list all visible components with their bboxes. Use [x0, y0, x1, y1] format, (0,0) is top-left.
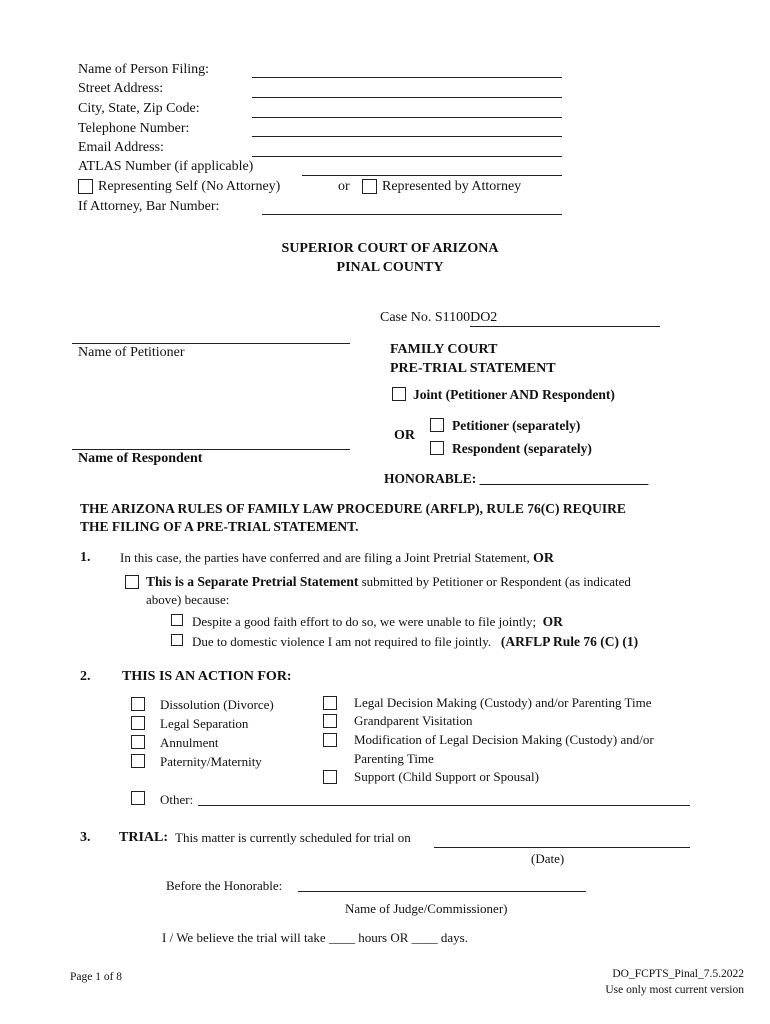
petitioner-sep-checkbox[interactable]: [430, 418, 444, 432]
self-label: Representing Self (No Attorney): [98, 179, 281, 194]
trial-text: This matter is currently scheduled for trial on: [175, 830, 411, 845]
dissolution-checkbox[interactable]: [131, 697, 145, 711]
bar-field[interactable]: [262, 214, 562, 215]
section3-number: 3.: [80, 830, 91, 845]
judge-label: Name of Judge/Commissioner): [345, 901, 508, 916]
section2-number: 2.: [80, 669, 91, 684]
reason2-checkbox[interactable]: [171, 634, 183, 646]
street-field[interactable]: [252, 97, 562, 98]
modification-label: Modification of Legal Decision Making (Custody) and/or: [354, 732, 654, 747]
bar-label: If Attorney, Bar Number:: [78, 199, 220, 214]
reason2-text: Due to domestic violence I am not required to file jointly.: [192, 634, 492, 649]
separate-rest: submitted by Petitioner or Respondent (as indicated: [358, 574, 631, 589]
duration-text-b: hours OR: [354, 930, 412, 945]
joint-checkbox[interactable]: [392, 387, 406, 401]
legal-decision-label: Legal Decision Making (Custody) and/or Parenting Time: [354, 695, 652, 710]
section1-text: [120, 549, 554, 568]
city-label: City, State, Zip Code:: [78, 101, 200, 116]
separate-bold: This is a Separate Pretrial Statement: [146, 574, 359, 589]
reason1-text: Despite a good faith effort to do so, we were unable to file jointly;: [192, 614, 537, 629]
case-number-line[interactable]: [470, 326, 660, 327]
attorney-checkbox[interactable]: [362, 179, 377, 194]
paternity-checkbox[interactable]: [131, 754, 145, 768]
attorney-label: Represented by Attorney: [382, 179, 522, 194]
name-field[interactable]: [252, 77, 562, 78]
version-note: Use only most current version: [605, 984, 744, 996]
reason1: [192, 613, 563, 631]
self-checkbox[interactable]: [78, 179, 93, 194]
email-label: Email Address:: [78, 140, 164, 155]
atlas-label: ATLAS Number (if applicable): [78, 159, 254, 174]
annulment-checkbox[interactable]: [131, 735, 145, 749]
section1-number: 1.: [80, 550, 91, 565]
petitioner-label: Name of Petitioner: [78, 345, 185, 360]
support-label: Support (Child Support or Spousal): [354, 769, 539, 784]
form-id: DO_FCPTS_Pinal_7.5.2022: [612, 968, 744, 980]
trial-date-field[interactable]: [434, 847, 690, 848]
title-family-court: FAMILY COURT: [390, 342, 498, 357]
section1-joint-text: In this case, the parties have conferred and are filing a Joint Pretrial Statement,: [120, 550, 530, 565]
legal-separation-checkbox[interactable]: [131, 716, 145, 730]
grandparent-checkbox[interactable]: [323, 714, 337, 728]
reason2: [192, 633, 638, 651]
support-checkbox[interactable]: [323, 770, 337, 784]
trial-duration: [162, 929, 468, 947]
rule-text-1: THE ARIZONA RULES OF FAMILY LAW PROCEDURE (ARFLP), RULE 76(C) REQUIRE: [80, 501, 626, 516]
date-label: (Date): [531, 851, 565, 866]
annulment-label: Annulment: [160, 735, 219, 750]
honorable-field[interactable]: HONORABLE: _________________________: [384, 471, 649, 486]
case-number: Case No. S1100DO2: [380, 310, 498, 325]
petitioner-sep-label: Petitioner (separately): [452, 418, 581, 433]
name-label: Name of Person Filing:: [78, 62, 210, 77]
county-name: PINAL COUNTY: [336, 260, 444, 275]
section3-title: TRIAL:: [119, 830, 169, 845]
duration-text-c: days.: [437, 930, 468, 945]
court-name: SUPERIOR COURT OF ARIZONA: [281, 241, 499, 256]
separate-line2: above) because:: [146, 592, 230, 607]
reason1-or: OR: [542, 614, 563, 629]
dissolution-label: Dissolution (Divorce): [160, 697, 274, 712]
phone-label: Telephone Number:: [78, 121, 190, 136]
or-label: or: [338, 179, 350, 194]
reason1-checkbox[interactable]: [171, 614, 183, 626]
duration-text-a: I / We believe the trial will take: [162, 930, 326, 945]
separate-checkbox[interactable]: [125, 575, 139, 589]
title-pretrial: PRE-TRIAL STATEMENT: [390, 361, 556, 376]
street-label: Street Address:: [78, 81, 164, 96]
modification-label-2: Parenting Time: [354, 751, 434, 766]
joint-label: Joint (Petitioner AND Respondent): [413, 387, 615, 402]
respondent-sep-checkbox[interactable]: [430, 441, 444, 455]
phone-field[interactable]: [252, 136, 562, 137]
page-number: Page 1 of 8: [70, 971, 123, 983]
other-label: Other:: [160, 792, 194, 807]
hours-field[interactable]: ____: [328, 930, 355, 945]
days-field[interactable]: ____: [411, 930, 438, 945]
atlas-field[interactable]: [302, 175, 562, 176]
before-label: Before the Honorable:: [166, 878, 283, 893]
section1-or: OR: [532, 551, 554, 566]
rule-text-2: THE FILING OF A PRE-TRIAL STATEMENT.: [80, 519, 359, 534]
modification-checkbox[interactable]: [323, 733, 337, 747]
grandparent-label: Grandparent Visitation: [354, 713, 473, 728]
section2-title: THIS IS AN ACTION FOR:: [122, 669, 292, 684]
paternity-label: Paternity/Maternity: [160, 754, 262, 769]
or-caption: OR: [394, 428, 415, 443]
reason2-rule: (ARFLP Rule 76 (C) (1): [500, 634, 639, 649]
city-field[interactable]: [252, 117, 562, 118]
judge-field[interactable]: [298, 891, 586, 892]
legal-decision-checkbox[interactable]: [323, 696, 337, 710]
legal-separation-label: Legal Separation: [160, 716, 249, 731]
other-field[interactable]: [198, 805, 690, 806]
email-field[interactable]: [252, 156, 562, 157]
other-checkbox[interactable]: [131, 791, 145, 805]
respondent-sep-label: Respondent (separately): [452, 441, 592, 456]
separate-text: [146, 573, 631, 591]
respondent-label: Name of Respondent: [78, 451, 203, 466]
